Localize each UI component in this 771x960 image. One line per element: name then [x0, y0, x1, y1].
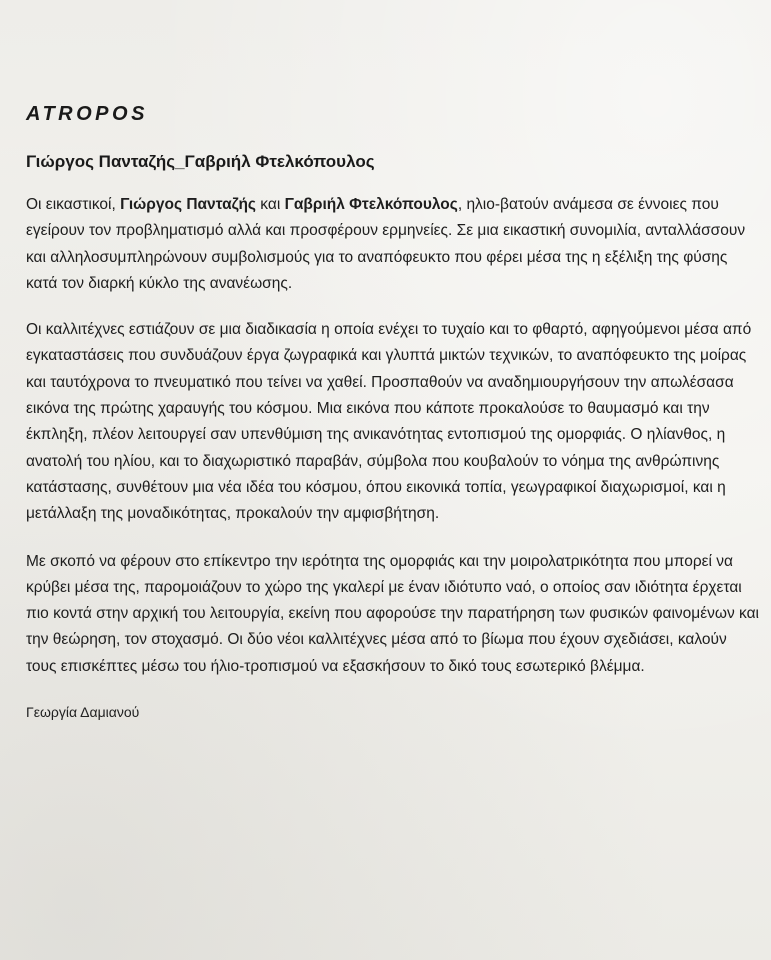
artist-name-ftelkopoulos: Γαβριήλ Φτελκόπουλος — [284, 196, 458, 213]
paragraph-sanctity: Με σκοπό να φέρουν στο επίκεντρο την ιερότητα της ομορφιάς και την μοιρολατρικότητα που μπορεί να κρύβει μέσα της, παρομοιάζουν το χώρο της γκαλερί με έναν ιδιότυπο ναό, ο οποίος σαν ιδιότητα έρχεται πιο κοντά στην αρχική του λειτουργία, εκείνη που αφορούσε την παρατήρηση των φυσικών φαινομένων και την θεώρηση, τον στοχασμό. Οι δύο νέοι καλλιτέχνες μέσα από το βίωμα που έχουν σχεδιάσει, καλούν τους επισκέπτες μέσω του ήλιο-τροπισμού να εξασκήσουν το δικό τους εσωτερικό βλέμμα. — [26, 552, 760, 675]
paragraph-process: Οι καλλιτέχνες εστιάζουν σε μια διαδικασία η οποία ενέχει το τυχαίο και το φθαρτό, αφηγούμενοι μέσα από εγκαταστάσεις που συνδυάζουν έργα ζωγραφικά και γλυπτά μικτών τεχνικών, το αναπόφευκτο της μοίρας και ταυτόχρονα το πνευματικό που τείνει να χαθεί. Προσπαθούν να αναδημιουργήσουν την απωλέσασα εικόνα της πρώτης χαραυγής του κόσμου. Μια εικόνα που κάποτε προκαλούσε το θαυμασμό και την έκπληξη, πλέον λειτουργεί σαν υπενθύμιση της ανικανότητας εντοπισμού της ομορφιάς. Ο ηλίανθος, η ανατολή του ηλίου, και το διαχωριστικό παραβάν, σύμβολα που κουβαλούν το νόημα της ανθρώπινης κατάστασης, συνθέτουν μια νέα ιδέα του κόσμου, όπου εικονικά τοπία, γεωγραφικοί διαχωρισμοί, και η μετάλλαξη της μοναδικότητας, προκαλούν την αμφισβήτηση. — [26, 321, 752, 523]
paragraph-intro-prefix: Οι εικαστικοί, — [26, 196, 121, 213]
paragraph-intro-connector: και — [255, 196, 285, 213]
author-signature: Γεωργία Δαμιανού — [26, 704, 140, 721]
artists-heading: Γιώργος Πανταζής_Γαβριήλ Φτελκόπουλος — [26, 152, 375, 171]
paragraph-intro — [26, 192, 761, 297]
exhibition-text-panel — [26, 100, 761, 722]
paragraph-intro-rest: , ηλιο-βατούν ανάμεσα σε έννοιες που εγείρουν τον προβληματισμό αλλά και προσφέρουν ερμηνείες. Σε μια εικαστική συνομιλία, ανταλλάσσουν και αλληλοσυμπληρώνουν συμβολισμούς για το αναπόφευκτο που φέρει μέσα της η εξέλιξη της φύσης κατά τον διαρκή κύκλο της ανανέωσης. — [26, 196, 746, 292]
exhibition-title: ATROPOS — [26, 103, 148, 125]
artist-name-pantazis: Γιώργος Πανταζής — [120, 196, 256, 213]
